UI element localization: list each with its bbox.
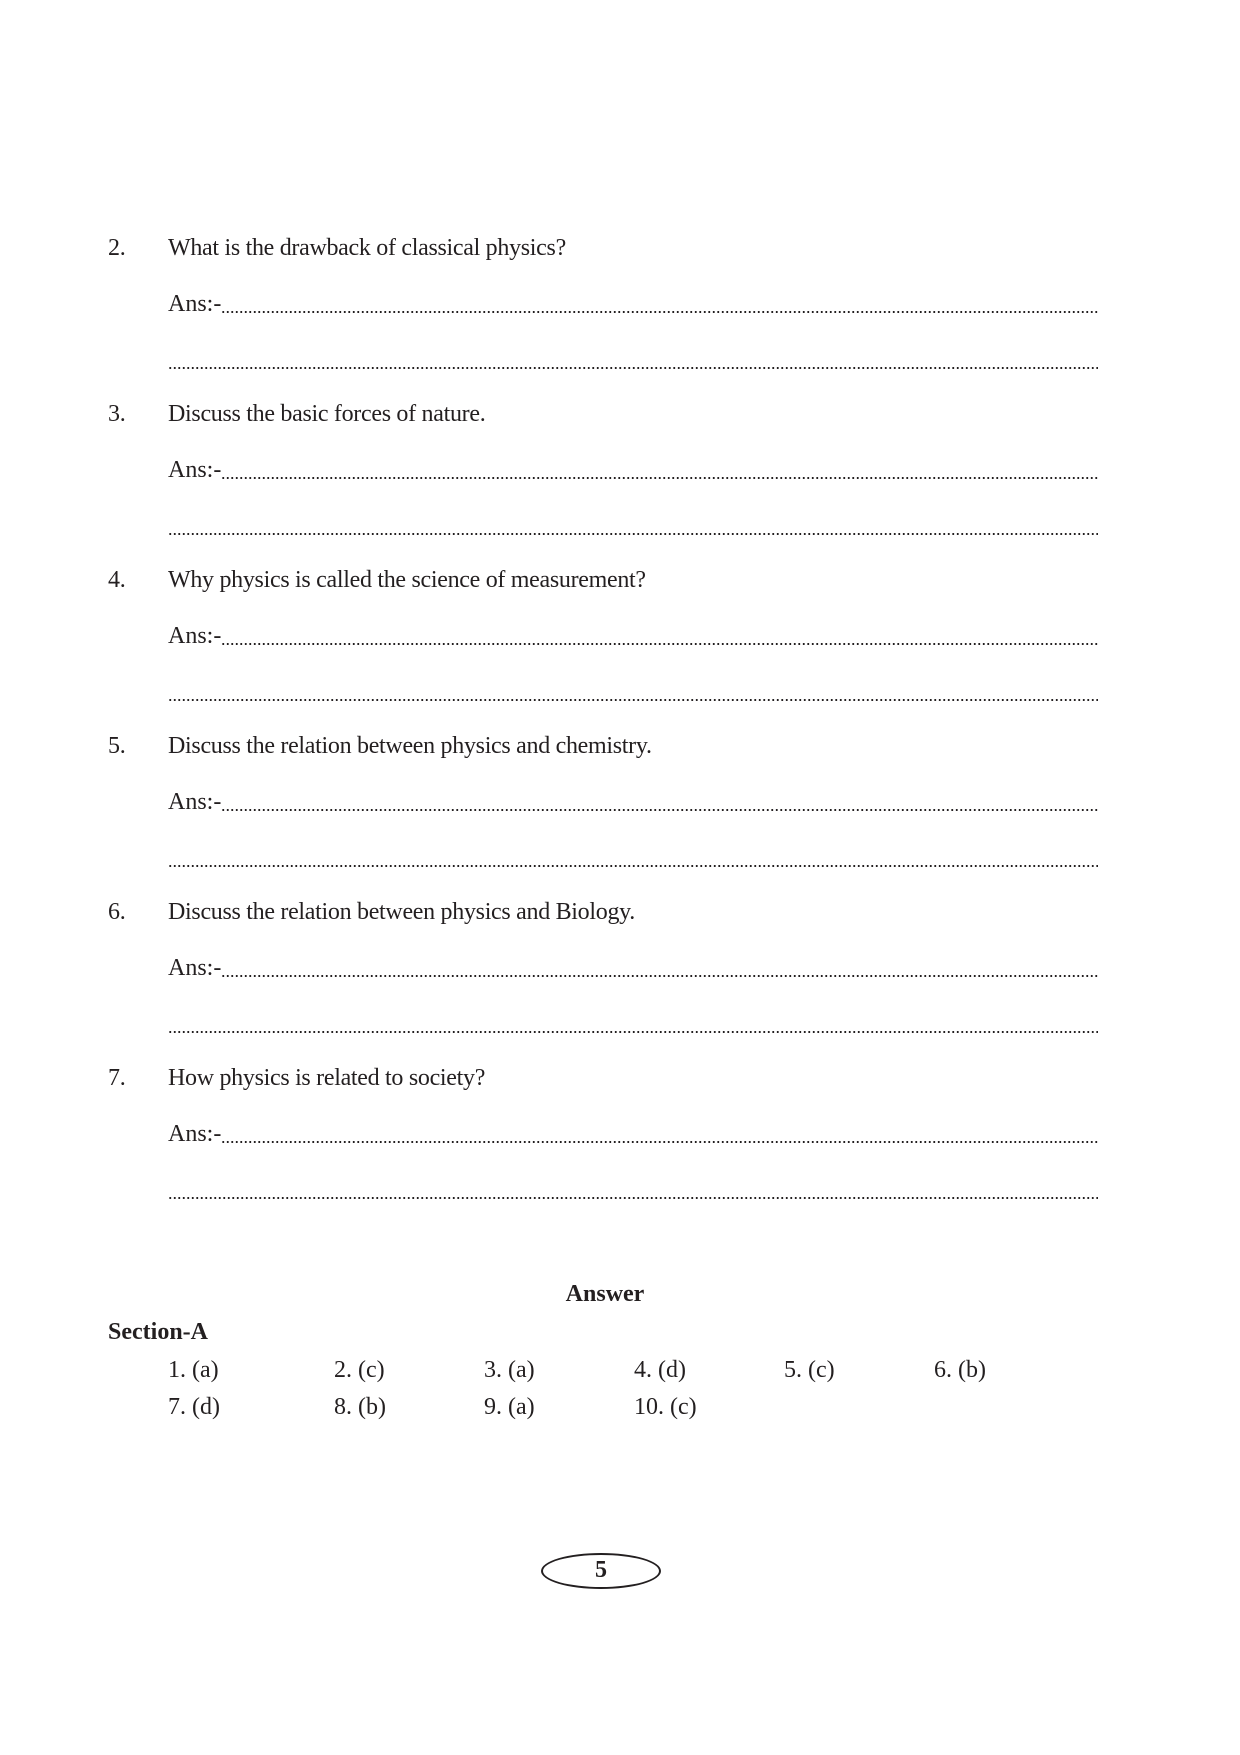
question-number: 7. [108, 1065, 126, 1091]
answer-line-2 [168, 1174, 1098, 1206]
dotted-answer-line [168, 699, 1098, 701]
answer-key-item: 2. (c) [334, 1357, 385, 1383]
question-number: 4. [108, 567, 126, 593]
answer-key-item: 1. (a) [168, 1357, 219, 1383]
answer-line-2 [168, 510, 1098, 542]
question-line [108, 1062, 1098, 1094]
answer-heading: Answer [565, 1281, 645, 1307]
answer-line-1 [168, 620, 1098, 652]
question-3 [108, 398, 1098, 564]
question-text: What is the drawback of classical physics? [168, 235, 566, 261]
answer-line-1 [168, 952, 1098, 984]
question-number: 3. [108, 401, 126, 427]
answer-label: Ans:- [168, 623, 222, 649]
question-text: Discuss the relation between physics and chemistry. [168, 733, 652, 759]
answer-line-2 [168, 344, 1098, 376]
dotted-answer-line [168, 533, 1098, 535]
dotted-answer-line [168, 1197, 1098, 1199]
answer-key-item: 8. (b) [334, 1394, 386, 1420]
dotted-answer-line [221, 1141, 1098, 1143]
dotted-answer-line [221, 975, 1098, 977]
question-list [108, 232, 1098, 1228]
question-line [108, 730, 1098, 762]
answer-key-item: 10. (c) [634, 1394, 697, 1420]
question-4 [108, 564, 1098, 730]
question-line [108, 896, 1098, 928]
question-text: Why physics is called the science of measurement? [168, 567, 646, 593]
answer-line-2 [168, 676, 1098, 708]
answer-key-item: 6. (b) [934, 1357, 986, 1383]
dotted-answer-line [168, 367, 1098, 369]
question-number: 6. [108, 899, 126, 925]
answer-key-item: 3. (a) [484, 1357, 535, 1383]
question-number: 2. [108, 235, 126, 261]
answer-line-1 [168, 454, 1098, 486]
question-line [108, 232, 1098, 264]
answer-key-item: 7. (d) [168, 1394, 220, 1420]
dotted-answer-line [168, 865, 1098, 867]
question-text: How physics is related to society? [168, 1065, 486, 1091]
dotted-answer-line [168, 1031, 1098, 1033]
answer-key-item: 4. (d) [634, 1357, 686, 1383]
answer-line-1 [168, 786, 1098, 818]
dotted-answer-line [221, 643, 1098, 645]
question-5 [108, 730, 1098, 896]
question-7 [108, 1062, 1098, 1228]
answer-label: Ans:- [168, 291, 222, 317]
answer-line-1 [168, 1118, 1098, 1150]
question-number: 5. [108, 733, 126, 759]
page-number: 5 [541, 1553, 661, 1589]
dotted-answer-line [221, 477, 1098, 479]
question-line [108, 398, 1098, 430]
answer-line-2 [168, 842, 1098, 874]
question-text: Discuss the basic forces of nature. [168, 401, 486, 427]
answer-label: Ans:- [168, 955, 222, 981]
dotted-answer-line [221, 311, 1098, 313]
answer-line-2 [168, 1008, 1098, 1040]
question-line [108, 564, 1098, 596]
answer-line-1 [168, 288, 1098, 320]
answer-label: Ans:- [168, 1121, 222, 1147]
question-2 [108, 232, 1098, 398]
question-text: Discuss the relation between physics and Biology. [168, 899, 635, 925]
dotted-answer-line [221, 809, 1098, 811]
answer-label: Ans:- [168, 789, 222, 815]
answer-key-item: 9. (a) [484, 1394, 535, 1420]
answer-label: Ans:- [168, 457, 222, 483]
section-title: Section-A [108, 1319, 208, 1345]
answer-key-item: 5. (c) [784, 1357, 835, 1383]
question-6 [108, 896, 1098, 1062]
